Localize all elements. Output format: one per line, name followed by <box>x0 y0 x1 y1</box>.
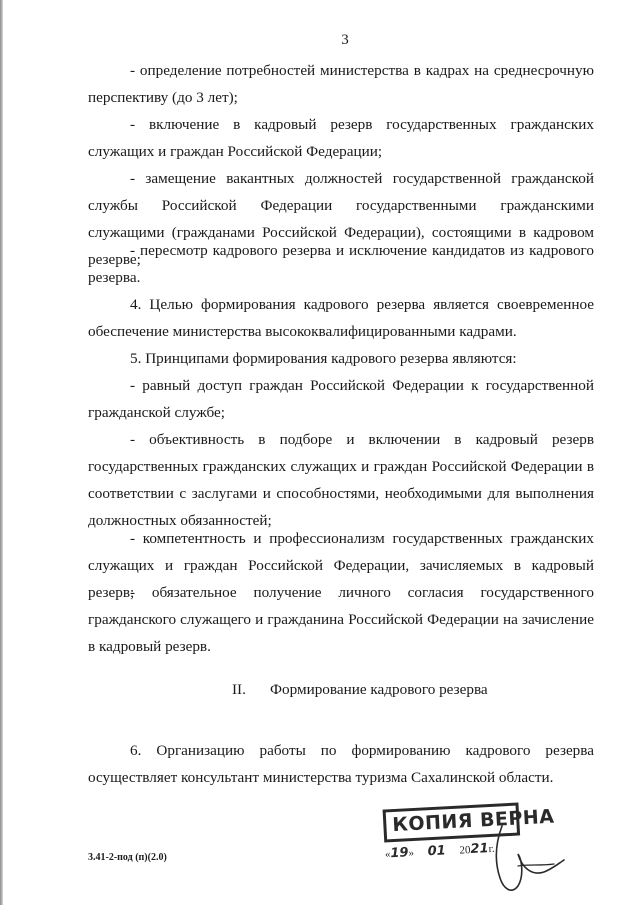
clause-5-principles: 5. Принципами формирования кадрового резерва являются: <box>130 350 517 367</box>
section-number: II. <box>232 681 246 698</box>
stamp-year: 21 <box>470 841 489 858</box>
section-title: Формирование кадрового резерва <box>270 681 488 698</box>
principle-competence: - компетентность и профессионализм государственных гражданских служащих и граждан Российской Федерации, зачисляемых в кадровый резерв; <box>88 530 594 601</box>
clause-6-organization: 6. Организацию работы по формированию кадрового резерва осуществляет консультант министерства туризма Сахалинской области. <box>88 742 594 786</box>
list-item-vacancies: - замещение вакантных должностей государственной гражданской службы Российской Федерации государственными гражданскими служащими (гражданами Российской Федерации), состоящими в кадровом резерве; <box>88 170 594 268</box>
list-item-needs: - определение потребностей министерства в кадрах на среднесрочную перспективу (до 3 лет); <box>88 62 594 106</box>
section-heading <box>232 676 488 703</box>
clause-4-goal: 4. Целью формирования кадрового резерва является своевременное обеспечение министерства высококвалифицированными кадрами. <box>88 296 594 340</box>
list-item-inclusion: - включение в кадровый резерв государственных гражданских служащих и граждан Российской Федерации; <box>88 116 594 160</box>
stamp-date: «19» 01 2021г. <box>384 841 495 862</box>
principle-objectivity: - объективность в подборе и включении в кадровый резерв государственных гражданских служащих и граждан Российской Федерации в соответствии с заслугами и способностями, необходимыми для выполнения должностных обязанностей; <box>88 431 594 529</box>
stamp-month: 01 <box>427 843 447 860</box>
stamp-day: 19 <box>390 845 409 862</box>
signature-icon <box>488 820 568 898</box>
list-item-review: - пересмотр кадрового резерва и исключение кандидатов из кадрового резерва. <box>88 242 594 286</box>
principle-equal-access: - равный доступ граждан Российской Федерации к государственной гражданской службе; <box>88 377 594 421</box>
page-number: 3 <box>341 32 349 48</box>
stamp-title: КОПИЯ ВЕРНА <box>383 802 521 842</box>
principle-consent: - обязательное получение личного согласия государственного гражданского служащего и гражданина Российской Федерации на зачисление в кадровый резерв. <box>88 584 594 655</box>
scan-edge <box>0 0 3 905</box>
document-code: 3.41-2-под (п)(2.0) <box>88 852 167 863</box>
